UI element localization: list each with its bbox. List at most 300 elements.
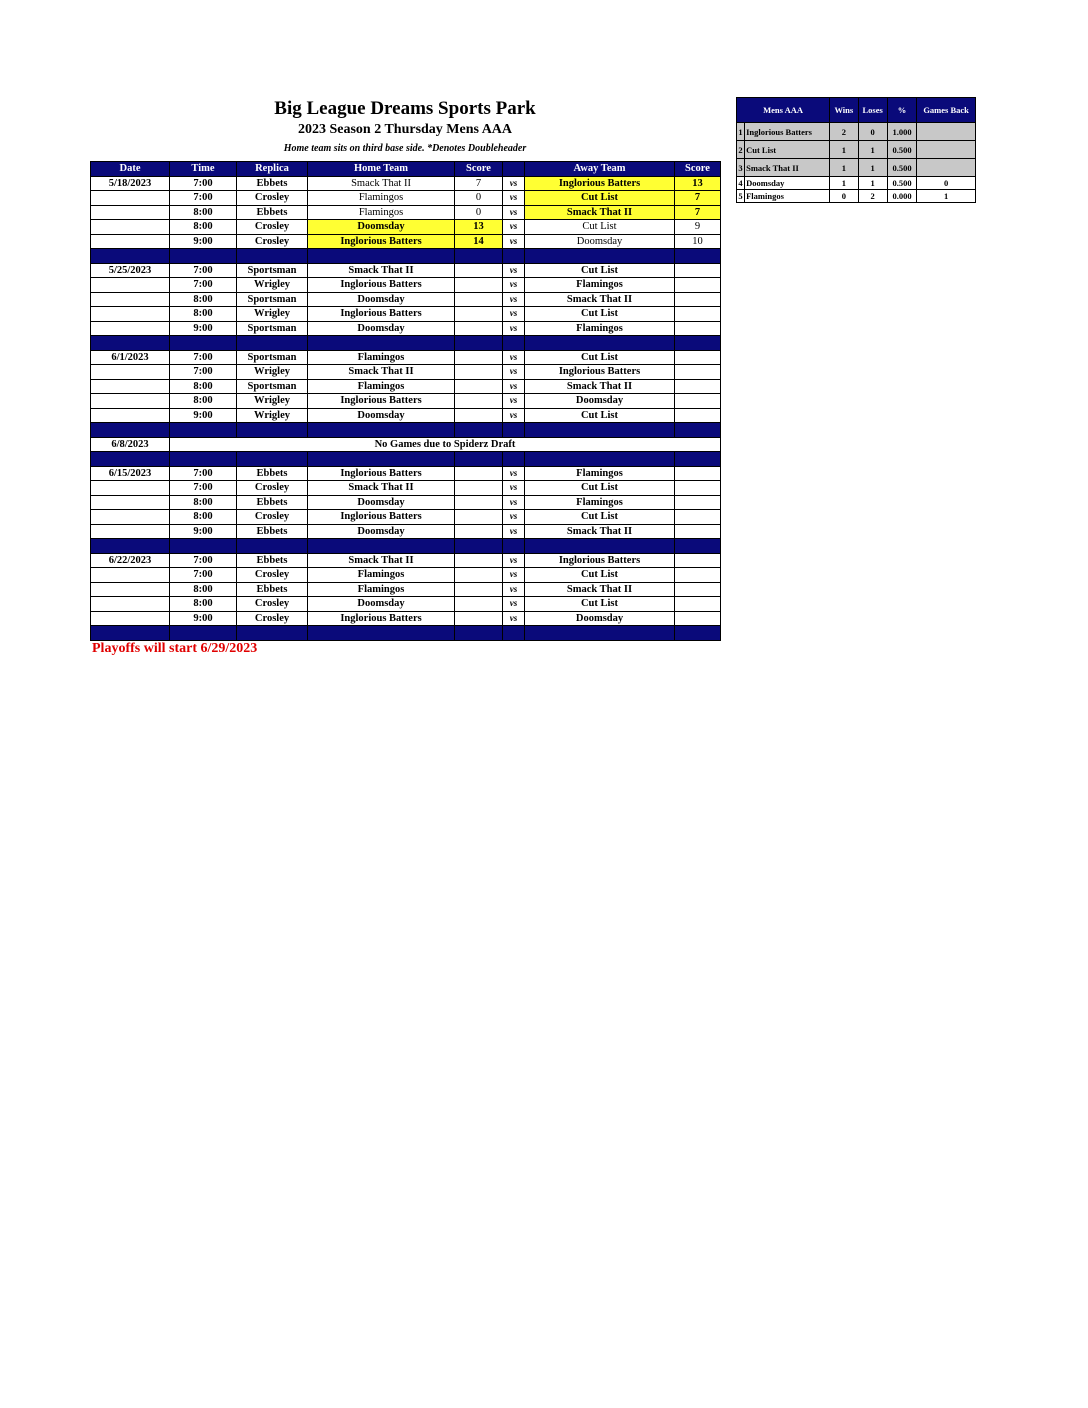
home-team: Smack That II — [308, 365, 455, 380]
standings-table — [736, 97, 976, 203]
no-games-message: No Games due to Spiderz Draft — [170, 437, 721, 452]
away-team: Cut List — [525, 568, 675, 583]
separator-cell — [675, 336, 721, 351]
standing-loses: 1 — [858, 159, 887, 177]
game-row — [91, 365, 721, 380]
game-date — [91, 191, 170, 206]
home-score — [455, 582, 503, 597]
away-score — [675, 611, 721, 626]
separator-cell — [308, 336, 455, 351]
away-score: 7 — [675, 205, 721, 220]
game-time: 8:00 — [170, 292, 237, 307]
schedule-note: Home team sits on third base side. *Denotes Doubleheader — [283, 143, 527, 154]
separator-cell — [91, 539, 170, 554]
away-score — [675, 568, 721, 583]
home-score — [455, 307, 503, 322]
separator-cell — [503, 336, 525, 351]
separator-cell — [503, 539, 525, 554]
game-date — [91, 321, 170, 336]
away-score — [675, 263, 721, 278]
away-score — [675, 466, 721, 481]
page-title: Big League Dreams Sports Park — [274, 98, 536, 119]
game-time: 7:00 — [170, 176, 237, 191]
home-team: Flamingos — [308, 582, 455, 597]
separator-cell — [91, 249, 170, 264]
week-separator-row — [91, 336, 721, 351]
game-row — [91, 307, 721, 322]
away-score — [675, 597, 721, 612]
game-row — [91, 597, 721, 612]
game-time: 7:00 — [170, 568, 237, 583]
standing-team: Cut List — [745, 141, 830, 159]
game-date: 6/22/2023 — [91, 553, 170, 568]
home-score: 14 — [455, 234, 503, 249]
game-row — [91, 292, 721, 307]
vs-label: vs — [503, 205, 525, 220]
separator-cell — [91, 452, 170, 467]
standing-wins: 2 — [830, 123, 858, 141]
home-score: 0 — [455, 205, 503, 220]
standing-team: Doomsday — [745, 177, 830, 190]
separator-cell — [170, 336, 237, 351]
vs-label: vs — [503, 292, 525, 307]
standings-header-row — [737, 98, 976, 123]
column-header-date: Date — [91, 162, 170, 177]
game-date — [91, 611, 170, 626]
standings-row — [737, 177, 976, 190]
away-team: Inglorious Batters — [525, 553, 675, 568]
vs-label: vs — [503, 176, 525, 191]
away-team: Flamingos — [525, 495, 675, 510]
separator-cell — [91, 336, 170, 351]
game-time: 8:00 — [170, 307, 237, 322]
away-team: Inglorious Batters — [525, 176, 675, 191]
separator-cell — [525, 423, 675, 438]
standings-header-pct: % — [887, 98, 916, 123]
vs-label: vs — [503, 263, 525, 278]
vs-label: vs — [503, 568, 525, 583]
vs-label: vs — [503, 307, 525, 322]
vs-label: vs — [503, 321, 525, 336]
game-replica-field: Crosley — [237, 611, 308, 626]
game-time: 8:00 — [170, 495, 237, 510]
game-date — [91, 234, 170, 249]
column-header-home-score: Score — [455, 162, 503, 177]
game-time: 7:00 — [170, 263, 237, 278]
game-date — [91, 379, 170, 394]
standing-loses: 1 — [858, 177, 887, 190]
away-score: 13 — [675, 176, 721, 191]
column-header-away-team: Away Team — [525, 162, 675, 177]
game-row — [91, 510, 721, 525]
separator-cell — [455, 336, 503, 351]
standing-team: Inglorious Batters — [745, 123, 830, 141]
home-team: Smack That II — [308, 481, 455, 496]
separator-cell — [170, 423, 237, 438]
away-score — [675, 307, 721, 322]
home-team: Inglorious Batters — [308, 611, 455, 626]
game-row — [91, 553, 721, 568]
separator-cell — [503, 249, 525, 264]
home-team: Smack That II — [308, 176, 455, 191]
separator-cell — [237, 249, 308, 264]
vs-label: vs — [503, 220, 525, 235]
away-team: Cut List — [525, 510, 675, 525]
separator-cell — [503, 423, 525, 438]
separator-cell — [455, 539, 503, 554]
game-replica-field: Wrigley — [237, 307, 308, 322]
game-date — [91, 568, 170, 583]
home-team: Doomsday — [308, 220, 455, 235]
game-row — [91, 278, 721, 293]
playoffs-notice: Playoffs will start 6/29/2023 — [92, 641, 258, 656]
home-team: Doomsday — [308, 321, 455, 336]
game-time: 8:00 — [170, 394, 237, 409]
standing-wins: 0 — [830, 190, 858, 203]
game-date — [91, 510, 170, 525]
away-team: Smack That II — [525, 292, 675, 307]
away-score — [675, 510, 721, 525]
week-separator-row — [91, 539, 721, 554]
separator-cell — [525, 249, 675, 264]
home-team: Flamingos — [308, 205, 455, 220]
away-team: Doomsday — [525, 394, 675, 409]
separator-cell — [308, 626, 455, 641]
away-team: Doomsday — [525, 611, 675, 626]
standing-wins: 1 — [830, 159, 858, 177]
game-row — [91, 191, 721, 206]
standing-wins: 1 — [830, 141, 858, 159]
vs-label: vs — [503, 394, 525, 409]
game-time: 7:00 — [170, 191, 237, 206]
standings-header-wins: Wins — [830, 98, 858, 123]
away-team: Smack That II — [525, 582, 675, 597]
game-replica-field: Ebbets — [237, 553, 308, 568]
away-score — [675, 350, 721, 365]
separator-cell — [525, 626, 675, 641]
separator-cell — [237, 452, 308, 467]
standings-row — [737, 190, 976, 203]
home-team: Doomsday — [308, 408, 455, 423]
schedule-header-row — [91, 162, 721, 177]
home-team: Flamingos — [308, 568, 455, 583]
separator-cell — [237, 539, 308, 554]
standings-header-loses: Loses — [858, 98, 887, 123]
vs-label: vs — [503, 234, 525, 249]
home-score — [455, 379, 503, 394]
game-replica-field: Crosley — [237, 597, 308, 612]
game-time: 9:00 — [170, 524, 237, 539]
away-score — [675, 278, 721, 293]
game-replica-field: Crosley — [237, 481, 308, 496]
separator-cell — [237, 336, 308, 351]
away-score — [675, 365, 721, 380]
game-replica-field: Ebbets — [237, 582, 308, 597]
home-score — [455, 481, 503, 496]
standing-loses: 2 — [858, 190, 887, 203]
game-time: 7:00 — [170, 466, 237, 481]
game-row — [91, 568, 721, 583]
away-team: Cut List — [525, 263, 675, 278]
standing-loses: 1 — [858, 141, 887, 159]
standing-pct: 1.000 — [887, 123, 916, 141]
game-row — [91, 481, 721, 496]
game-replica-field: Sportsman — [237, 379, 308, 394]
standing-wins: 1 — [830, 177, 858, 190]
separator-cell — [455, 249, 503, 264]
game-row — [91, 321, 721, 336]
game-replica-field: Sportsman — [237, 350, 308, 365]
separator-cell — [170, 452, 237, 467]
home-team: Doomsday — [308, 292, 455, 307]
separator-cell — [170, 626, 237, 641]
home-score: 13 — [455, 220, 503, 235]
home-team: Doomsday — [308, 524, 455, 539]
away-team: Flamingos — [525, 466, 675, 481]
home-score — [455, 365, 503, 380]
game-replica-field: Wrigley — [237, 365, 308, 380]
game-replica-field: Ebbets — [237, 466, 308, 481]
game-replica-field: Ebbets — [237, 205, 308, 220]
away-score — [675, 379, 721, 394]
away-team: Cut List — [525, 350, 675, 365]
standing-team: Flamingos — [745, 190, 830, 203]
game-date — [91, 205, 170, 220]
game-time: 9:00 — [170, 611, 237, 626]
separator-cell — [308, 452, 455, 467]
standings-header-division: Mens AAA — [737, 98, 830, 123]
separator-cell — [308, 249, 455, 264]
game-time: 8:00 — [170, 379, 237, 394]
game-date — [91, 524, 170, 539]
away-score — [675, 408, 721, 423]
home-score — [455, 466, 503, 481]
home-score — [455, 495, 503, 510]
game-time: 9:00 — [170, 408, 237, 423]
vs-label: vs — [503, 466, 525, 481]
game-date — [91, 582, 170, 597]
home-score — [455, 408, 503, 423]
home-score: 0 — [455, 191, 503, 206]
separator-cell — [675, 626, 721, 641]
game-time: 7:00 — [170, 350, 237, 365]
game-replica-field: Crosley — [237, 191, 308, 206]
separator-cell — [237, 626, 308, 641]
game-time: 8:00 — [170, 510, 237, 525]
home-team: Flamingos — [308, 379, 455, 394]
home-score — [455, 350, 503, 365]
separator-cell — [308, 423, 455, 438]
home-score — [455, 321, 503, 336]
game-date — [91, 365, 170, 380]
standings-row — [737, 159, 976, 177]
home-score — [455, 278, 503, 293]
game-date — [91, 394, 170, 409]
vs-label: vs — [503, 597, 525, 612]
away-score — [675, 321, 721, 336]
standing-games-back: 0 — [917, 177, 976, 190]
schedule-table — [90, 161, 721, 641]
standing-rank: 3 — [737, 159, 745, 177]
separator-cell — [455, 423, 503, 438]
away-score — [675, 292, 721, 307]
home-team: Smack That II — [308, 553, 455, 568]
game-replica-field: Ebbets — [237, 176, 308, 191]
game-row — [91, 220, 721, 235]
home-score — [455, 292, 503, 307]
standing-pct: 0.500 — [887, 141, 916, 159]
standing-games-back — [917, 123, 976, 141]
game-time: 8:00 — [170, 582, 237, 597]
game-row — [91, 466, 721, 481]
away-team: Cut List — [525, 220, 675, 235]
away-team: Cut List — [525, 191, 675, 206]
game-row — [91, 176, 721, 191]
game-replica-field: Sportsman — [237, 321, 308, 336]
separator-cell — [455, 626, 503, 641]
separator-cell — [525, 336, 675, 351]
game-time: 9:00 — [170, 234, 237, 249]
game-date: 6/1/2023 — [91, 350, 170, 365]
game-row — [91, 263, 721, 278]
home-score: 7 — [455, 176, 503, 191]
game-replica-field: Wrigley — [237, 394, 308, 409]
away-team: Smack That II — [525, 205, 675, 220]
home-score — [455, 524, 503, 539]
game-row — [91, 524, 721, 539]
away-score: 7 — [675, 191, 721, 206]
home-score — [455, 597, 503, 612]
separator-cell — [503, 626, 525, 641]
game-time: 9:00 — [170, 321, 237, 336]
standings-row — [737, 123, 976, 141]
vs-label: vs — [503, 611, 525, 626]
schedule-message-row — [91, 437, 721, 452]
game-time: 8:00 — [170, 205, 237, 220]
column-header-vs — [503, 162, 525, 177]
game-replica-field: Sportsman — [237, 292, 308, 307]
standing-rank: 2 — [737, 141, 745, 159]
separator-cell — [170, 539, 237, 554]
home-score — [455, 568, 503, 583]
vs-label: vs — [503, 553, 525, 568]
game-date — [91, 220, 170, 235]
game-date: 6/15/2023 — [91, 466, 170, 481]
away-team: Smack That II — [525, 524, 675, 539]
game-row — [91, 379, 721, 394]
game-row — [91, 495, 721, 510]
column-header-home-team: Home Team — [308, 162, 455, 177]
vs-label: vs — [503, 510, 525, 525]
game-date — [91, 278, 170, 293]
week-separator-row — [91, 423, 721, 438]
separator-cell — [525, 452, 675, 467]
home-team: Inglorious Batters — [308, 394, 455, 409]
away-score — [675, 495, 721, 510]
home-score — [455, 510, 503, 525]
home-team: Inglorious Batters — [308, 278, 455, 293]
standings-header-games-back: Games Back — [917, 98, 976, 123]
away-team: Cut List — [525, 307, 675, 322]
home-score — [455, 553, 503, 568]
standing-rank: 4 — [738, 178, 743, 188]
game-date: 6/8/2023 — [91, 437, 170, 452]
game-date — [91, 307, 170, 322]
game-replica-field: Ebbets — [237, 495, 308, 510]
vs-label: vs — [503, 481, 525, 496]
home-team: Doomsday — [308, 495, 455, 510]
standings-row — [737, 141, 976, 159]
game-replica-field: Crosley — [237, 234, 308, 249]
separator-cell — [455, 452, 503, 467]
game-time: 8:00 — [170, 597, 237, 612]
separator-cell — [170, 249, 237, 264]
standing-pct: 0.000 — [887, 190, 916, 203]
game-replica-field: Wrigley — [237, 278, 308, 293]
away-team: Cut List — [525, 597, 675, 612]
separator-cell — [525, 539, 675, 554]
away-score — [675, 553, 721, 568]
standing-team: Smack That II — [745, 159, 830, 177]
away-score: 9 — [675, 220, 721, 235]
standing-rank: 5 — [738, 191, 743, 201]
standing-pct: 0.500 — [887, 177, 916, 190]
separator-cell — [675, 452, 721, 467]
home-team: Inglorious Batters — [308, 234, 455, 249]
game-time: 7:00 — [170, 278, 237, 293]
game-replica-field: Sportsman — [237, 263, 308, 278]
game-row — [91, 582, 721, 597]
separator-cell — [308, 539, 455, 554]
away-score — [675, 582, 721, 597]
away-team: Cut List — [525, 481, 675, 496]
standing-games-back: 1 — [917, 190, 976, 203]
game-time: 7:00 — [170, 365, 237, 380]
game-date — [91, 597, 170, 612]
standing-rank: 1 — [737, 123, 745, 141]
home-score — [455, 611, 503, 626]
separator-cell — [91, 626, 170, 641]
standing-loses: 0 — [858, 123, 887, 141]
standing-pct: 0.500 — [887, 159, 916, 177]
column-header-away-score: Score — [675, 162, 721, 177]
game-replica-field: Crosley — [237, 510, 308, 525]
away-team: Inglorious Batters — [525, 365, 675, 380]
home-team: Smack That II — [308, 263, 455, 278]
home-team: Inglorious Batters — [308, 510, 455, 525]
vs-label: vs — [503, 524, 525, 539]
away-score — [675, 481, 721, 496]
game-date — [91, 292, 170, 307]
vs-label: vs — [503, 191, 525, 206]
home-score — [455, 263, 503, 278]
vs-label: vs — [503, 582, 525, 597]
game-replica-field: Crosley — [237, 220, 308, 235]
away-team: Doomsday — [525, 234, 675, 249]
home-team: Flamingos — [308, 350, 455, 365]
standing-games-back — [917, 141, 976, 159]
column-header-replica: Replica — [237, 162, 308, 177]
home-score — [455, 394, 503, 409]
column-header-time: Time — [170, 162, 237, 177]
home-team: Inglorious Batters — [308, 307, 455, 322]
week-separator-row — [91, 626, 721, 641]
vs-label: vs — [503, 365, 525, 380]
standing-games-back — [917, 159, 976, 177]
vs-label: vs — [503, 278, 525, 293]
away-team: Flamingos — [525, 278, 675, 293]
separator-cell — [675, 539, 721, 554]
